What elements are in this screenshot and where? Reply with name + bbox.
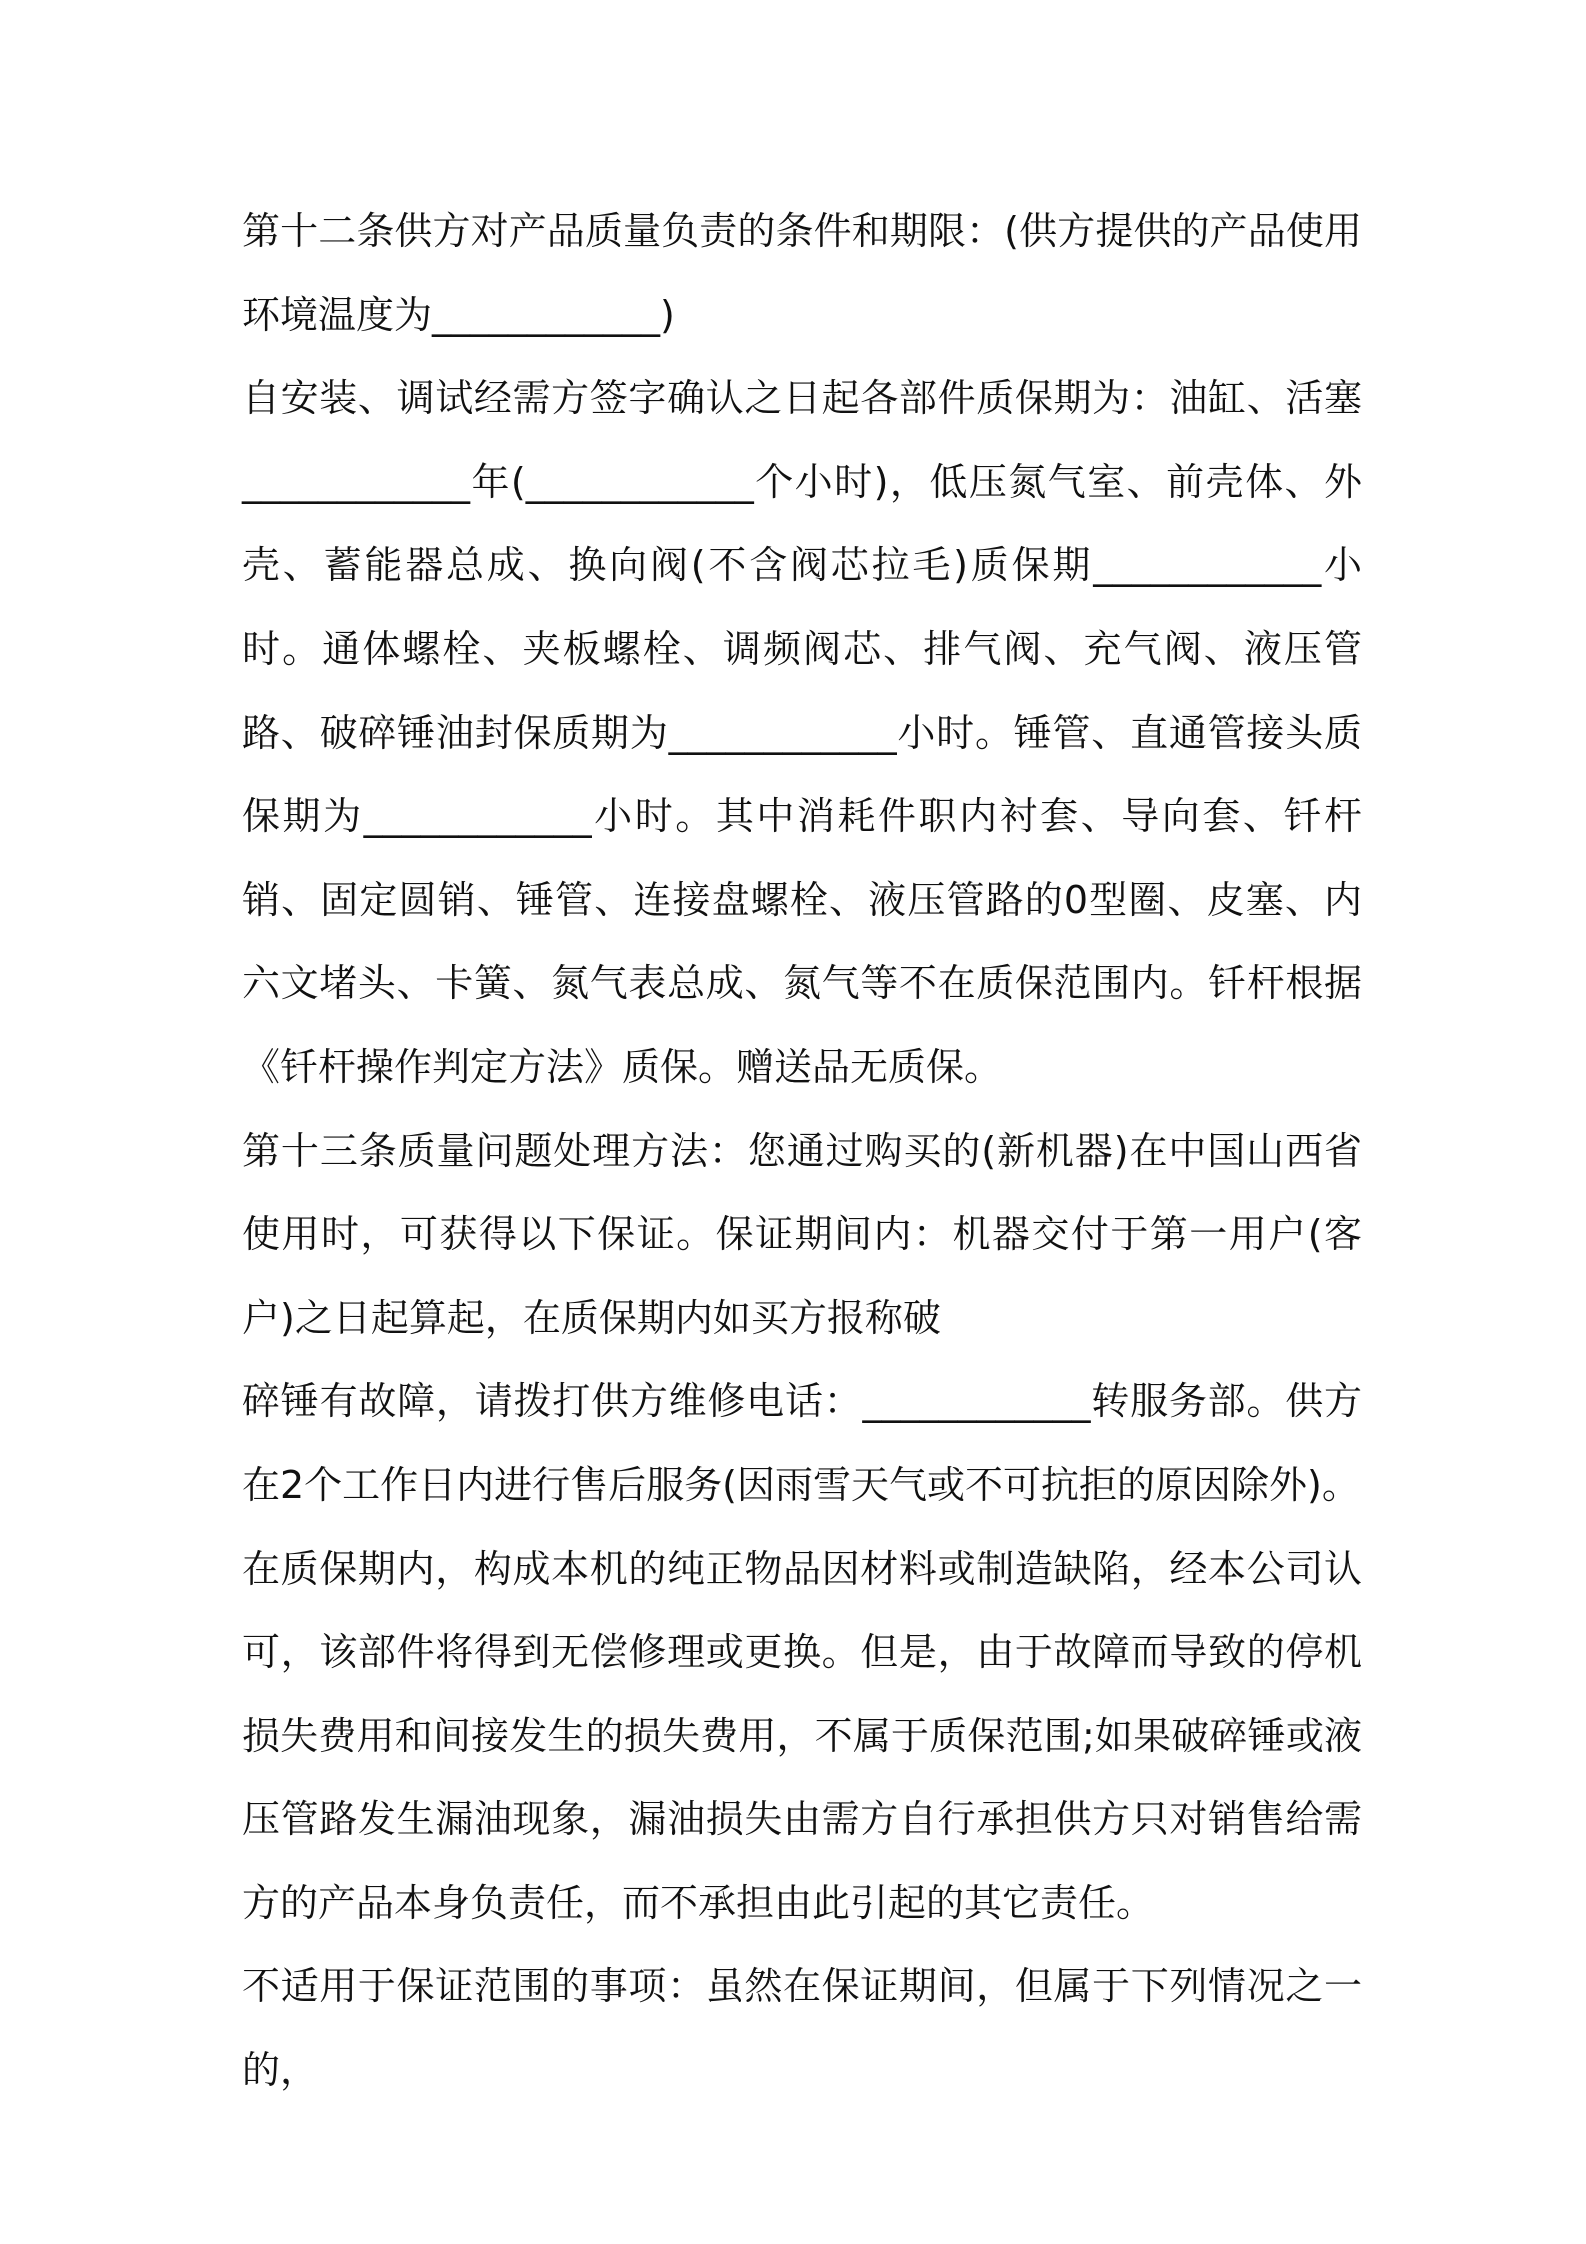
warranty-exclusions-intro: 不适用于保证范围的事项：虽然在保证期间，但属于下列情况之一的， (242, 1964, 1362, 2093)
warranty-period-details: 自安装、调试经需方签字确认之日起各部件质保期为：油缸、活塞____________年(____________个小时)，低压氮气室、前壳体、外壳、蓄能器总成、换向阀(不含阀芯拉毛)质保期____________小时。通体螺栓、夹板螺栓、调频阀芯、排气阀、充气阀、液压管路、破碎锤油封保质期为____________小时。锤管、直通管接头质保期为____________小时。其中消耗件职内衬套、导向套、钎杆销、固定圆销、锤管、连接盘螺栓、液压管路的0型圈、皮塞、内六文堵头、卡簧、氮气表总成、氮气等不在质保范围内。钎杆根据《钎杆操作判定方法》质保。赠送品无质保。 (242, 376, 1362, 1089)
clause-12-quality-conditions: 第十二条供方对产品质量负责的条件和期限：(供方提供的产品使用环境温度为____________) (242, 209, 1362, 337)
document-page (242, 190, 1362, 2113)
repair-hotline-service: 碎锤有故障，请拨打供方维修电话：____________转服务部。供方在2个工作日内进行售后服务(因雨雪天气或不可抗拒的原因除外)。 (242, 1379, 1362, 1507)
clause-13-quality-handling: 第十三条质量问题处理方法：您通过购买的(新机器)在中国山西省使用时，可获得以下保证。保证期间内：机器交付于第一用户(客户)之日起算起，在质保期内如买方报称破 (242, 1128, 1362, 1340)
warranty-repair-terms: 在质保期内，构成本机的纯正物品因材料或制造缺陷，经本公司认可，该部件将得到无偿修理或更换。但是，由于故障而导致的停机损失费用和间接发生的损失费用，不属于质保范围;如果破碎锤或液压管路发生漏油现象，漏油损失由需方自行承担供方只对销售给需方的产品本身负责任，而不承担由此引起的其它责任。 (242, 1546, 1362, 1925)
